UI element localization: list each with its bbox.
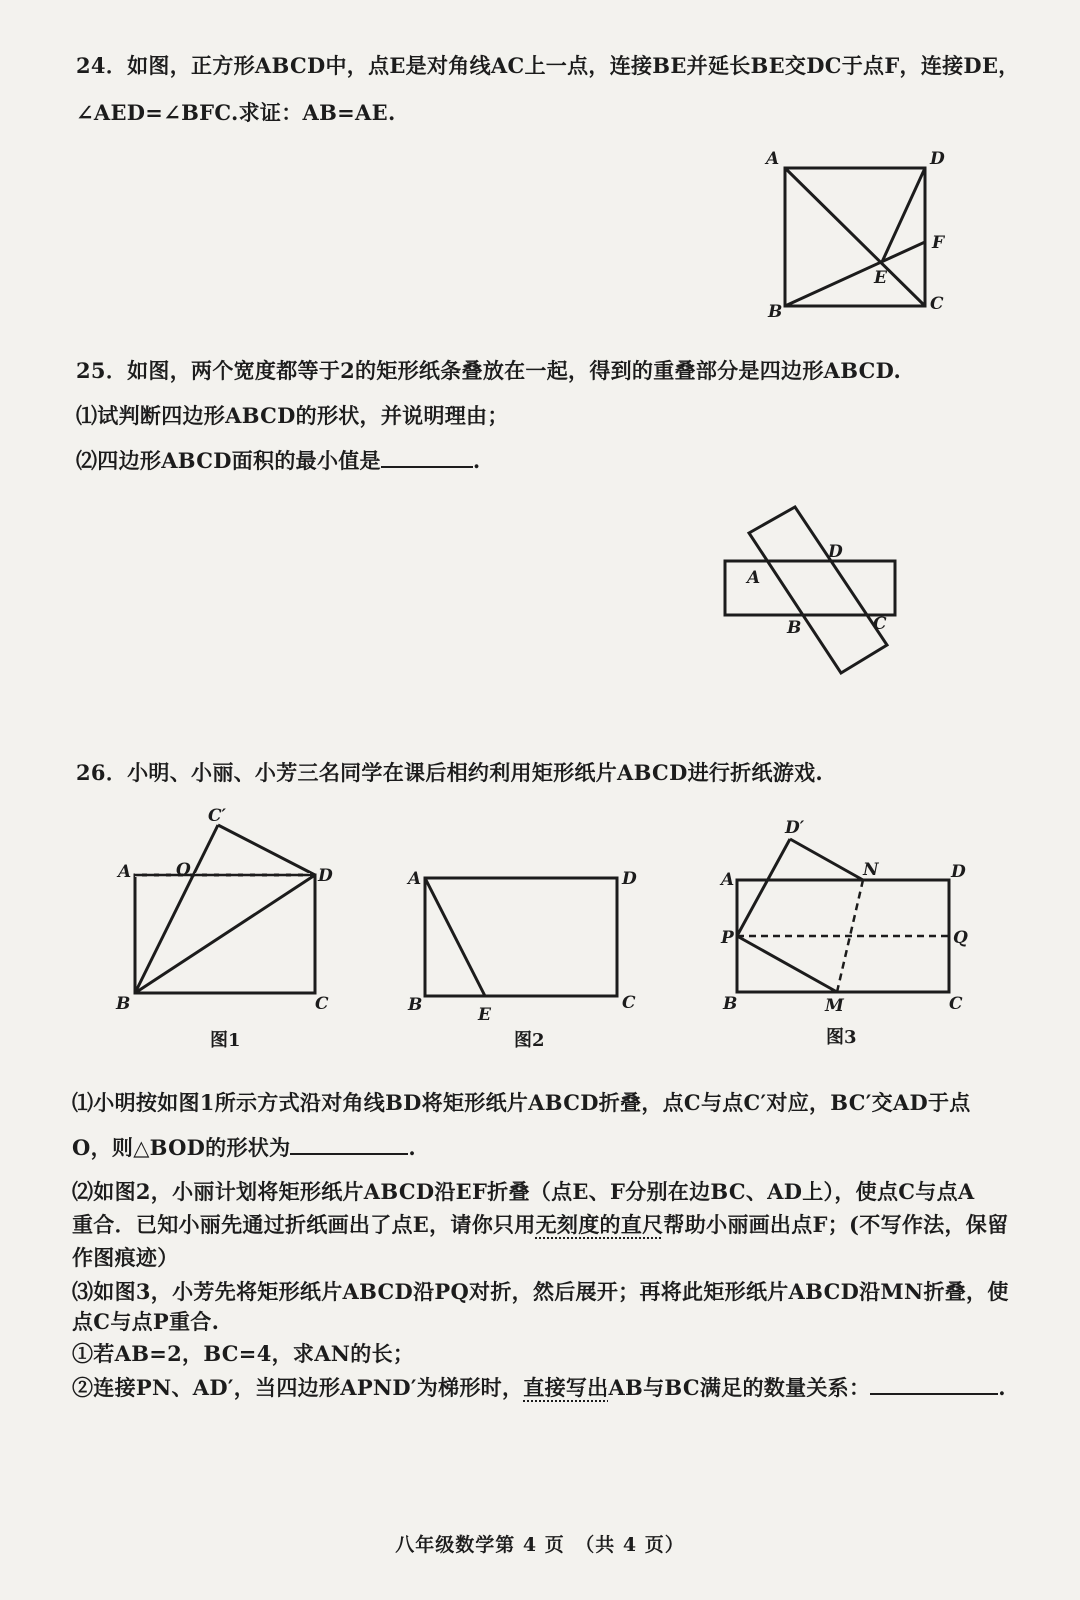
fig2-label-e: E [478, 1005, 491, 1025]
q26-part1-b [72, 1132, 1032, 1162]
q24-label-e: E [874, 268, 887, 288]
fig2-label-a: A [408, 869, 422, 889]
fig3-segment-pd1 [737, 839, 790, 936]
page-footer: 八年级数学第 4 页 （共 4 页） [395, 1534, 685, 1556]
q26-part3-d1: ②连接PN、AD′，当四边形APND′为梯形时， [72, 1375, 524, 1400]
fig2-label-d: D [622, 869, 637, 889]
q24-segment-bf [785, 242, 925, 306]
fig3-segment-d1n [790, 839, 863, 880]
q26-figure3 [715, 815, 985, 1025]
q24-label-a: A [766, 149, 780, 169]
fig3-label-d: D [951, 862, 966, 882]
q25-part2-end: . [472, 448, 481, 473]
q26-part1-end: . [408, 1135, 417, 1160]
q26-part3-d2: AB与BC满足的数量关系： [608, 1375, 871, 1400]
fig2-caption: 图2 [514, 1030, 545, 1051]
fig1-label-c: C [315, 994, 329, 1014]
q25-label-a: A [747, 568, 761, 588]
q24-label-c: C [930, 294, 944, 314]
fig3-label-d1: D′ [785, 818, 805, 838]
q26-part3-b: 点C与点P重合. [72, 1309, 220, 1334]
q25-label-b: B [787, 618, 802, 638]
fig1-segment-bc1 [135, 825, 218, 993]
fig1-label-d: D [318, 866, 333, 886]
q26-part1-b-text: O，则△BOD的形状为 [72, 1135, 291, 1160]
q24-figure [760, 150, 960, 330]
fig2-segment-ae [425, 878, 485, 996]
fig2-label-b: B [408, 995, 423, 1015]
q26-part1-a: ⑴小明按如图1所示方式沿对角线BD将矩形纸片ABCD折叠，点C与点C′对应，BC′交AD于点 [72, 1090, 971, 1115]
q26-part2-b [72, 1209, 1032, 1239]
fig3-label-q: Q [953, 928, 968, 948]
fig1-label-o: O [176, 860, 191, 880]
q24-line1: 24．如图，正方形ABCD中，点E是对角线AC上一点，连接BE并延长BE交DC于点F，连接DE， [76, 53, 1020, 78]
q24-label-f: F [932, 233, 945, 253]
q26-part2-b-dotted: 无刻度的直尺 [535, 1212, 664, 1237]
fig2-label-c: C [622, 993, 636, 1013]
fig1-label-c1: C′ [208, 806, 227, 826]
fig1-segment-c1d [218, 825, 315, 875]
q25-label-d: D [828, 542, 843, 562]
q25-part1: ⑴试判断四边形ABCD的形状，并说明理由； [76, 403, 509, 428]
fig3-label-a: A [721, 870, 735, 890]
q26-part2-c: 作图痕迹） [72, 1245, 179, 1270]
q26-part1-answer-blank[interactable] [290, 1133, 408, 1155]
fig1-label-b: B [116, 994, 131, 1014]
q25-part2-text: ⑵四边形ABCD面积的最小值是 [76, 448, 381, 473]
q26-part3-a: ⑶如图3，小芳先将矩形纸片ABCD沿PQ对折，然后展开；再将此矩形纸片ABCD沿MN折叠，使 [72, 1279, 1009, 1304]
fig3-segment-pm [737, 936, 837, 992]
q25-part2 [76, 445, 1036, 475]
fig1-diagonal-bd [135, 875, 315, 993]
q26-part3-d [72, 1372, 1032, 1402]
fig3-label-p: P [721, 928, 734, 948]
fig3-label-b: B [723, 994, 738, 1014]
q25-answer-blank[interactable] [381, 446, 473, 468]
q26-part3-d-dotted: 直接写出 [523, 1375, 609, 1400]
q25-figure [715, 495, 915, 685]
q26-part3-end: . [998, 1375, 1006, 1400]
q26-line1: 26．小明、小丽、小芳三名同学在课后相约利用矩形纸片ABCD进行折纸游戏. [76, 760, 823, 785]
fig3-caption: 图3 [826, 1027, 857, 1048]
q24-segment-de [882, 168, 925, 262]
q26-part2-a: ⑵如图2，小丽计划将矩形纸片ABCD沿EF折叠（点E、F分别在边BC、AD上），使点C与点A [72, 1179, 975, 1204]
q26-figure1 [110, 805, 350, 1015]
q26-figure2 [400, 860, 650, 1030]
q24-line2: ∠AED=∠BFC.求证：AB=AE. [76, 100, 396, 125]
q24-label-d: D [930, 149, 945, 169]
q25-label-c: C [873, 614, 887, 634]
q25-slanted-strip [749, 507, 887, 673]
q26-part2-b1: 重合．已知小丽先通过折纸画出了点E，请你只用 [72, 1212, 536, 1237]
q25-line1: 25．如图，两个宽度都等于2的矩形纸条叠放在一起，得到的重叠部分是四边形ABCD. [76, 358, 902, 383]
q24-label-b: B [768, 302, 783, 322]
q26-part3-answer-blank[interactable] [870, 1373, 998, 1395]
fig3-label-n: N [863, 860, 879, 880]
q26-part2-b2: 帮助小丽画出点F；(不写作法，保留 [663, 1212, 1009, 1237]
q26-part3-c: ①若AB=2，BC=4，求AN的长； [72, 1341, 415, 1366]
fig1-caption: 图1 [210, 1030, 241, 1051]
q24-diagonal-ac [785, 168, 925, 306]
fig3-label-m: M [825, 996, 844, 1016]
fig3-label-c: C [949, 994, 963, 1014]
fig1-label-a: A [118, 862, 132, 882]
